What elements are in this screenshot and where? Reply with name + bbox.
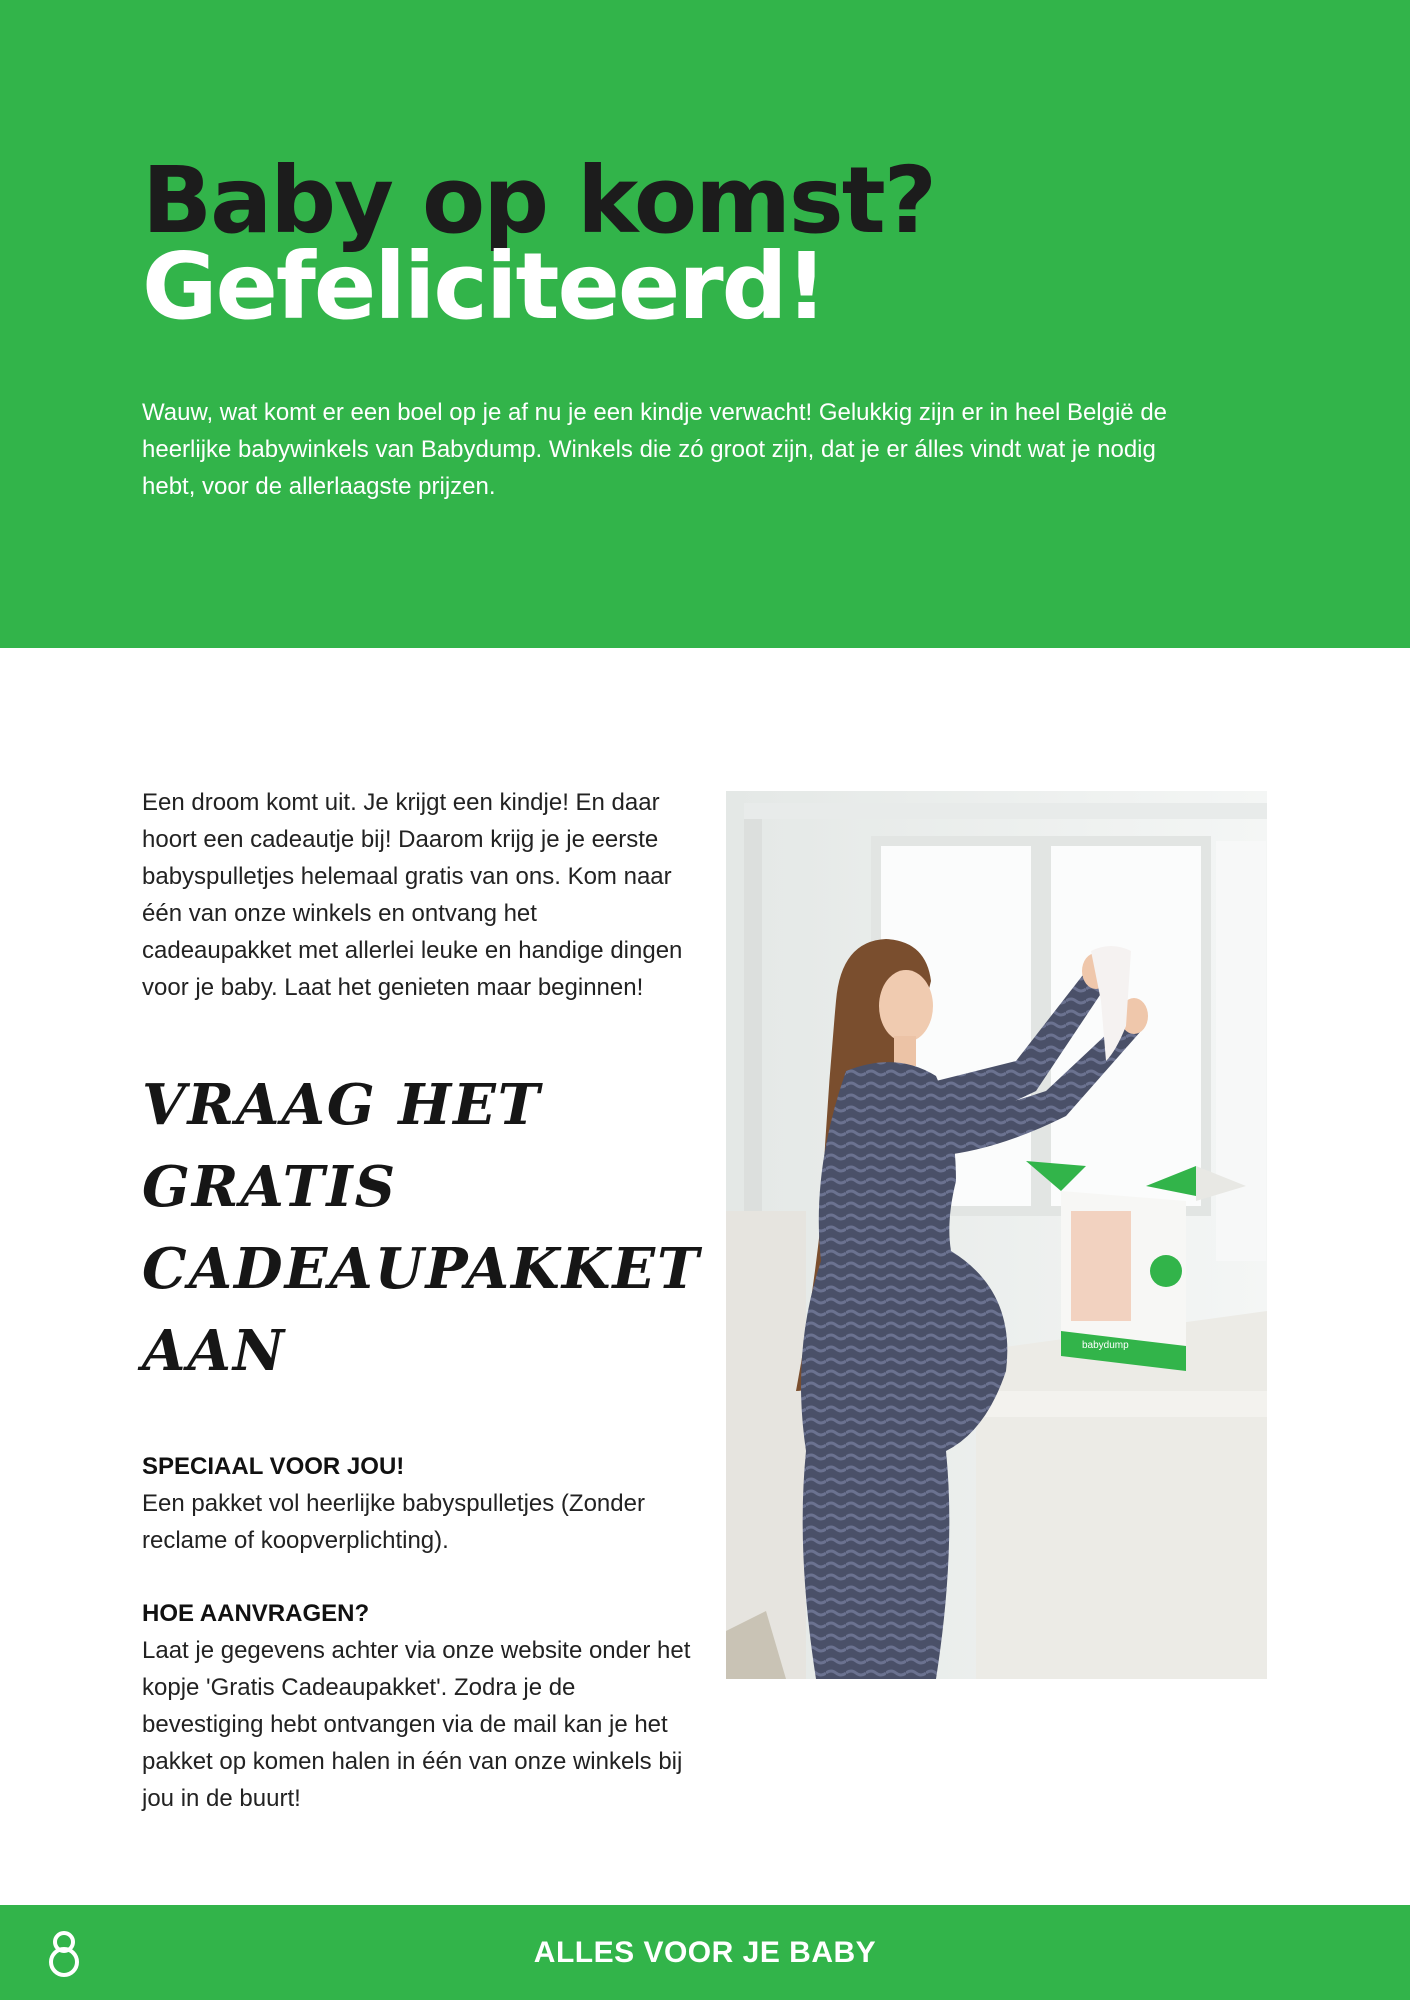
section-special — [142, 1448, 692, 1559]
hero-title-line-2: Gefeliciteerd! — [142, 233, 826, 340]
section-text: Een pakket vol heerlijke babyspulletjes (Zonder reclame of koopverplichting). — [142, 1490, 645, 1554]
box-brand-label: babydump — [1082, 1340, 1129, 1351]
pregnant-woman-photo — [726, 791, 1267, 1679]
footer-tagline: ALLES VOOR JE BABY — [533, 1935, 877, 1969]
hero-title-line-1: Baby op komst? — [142, 147, 936, 254]
hero-banner — [0, 0, 1410, 648]
section-text: Laat je gegevens achter via onze website onder het kopje 'Gratis Cadeaupakket'. Zodra je de bevestiging hebt ontvangen via de mail kan je het pakket op komen halen in één van onze winkels bij jou in de buurt! — [142, 1637, 691, 1812]
script-heading — [142, 1064, 701, 1392]
hero-title — [142, 147, 936, 340]
footer-bar — [0, 1905, 1410, 2000]
intro-paragraph: Een droom komt uit. Je krijgt een kindje! En daar hoort een cadeautje bij! Daarom krijg je je eerste babyspulletjes helemaal gratis van ons. Kom naar één van onze winkels en ontvang het cadeaupakket met allerlei leuke en handige dingen voor je baby. Laat het genieten maar beginnen! — [142, 789, 683, 1001]
hero-intro-text: Wauw, wat komt er een boel op je af nu je een kindje verwacht! Gelukkig zijn er in heel België de heerlijke babywinkels van Babydump. Winkels die zó groot zijn, dat je er álles vindt wat je nodig hebt, voor de allerlaagste prijzen. — [142, 399, 1168, 500]
body-content — [142, 784, 701, 1817]
script-heading-line-1: VRAAG HET GRATIS — [142, 1072, 542, 1220]
script-heading-line-2: CADEAUPAKKET AAN — [142, 1236, 701, 1384]
section-heading: SPECIAAL VOOR JOU! — [142, 1453, 405, 1480]
section-how-to-request — [142, 1595, 692, 1817]
section-heading: HOE AANVRAGEN? — [142, 1600, 370, 1627]
